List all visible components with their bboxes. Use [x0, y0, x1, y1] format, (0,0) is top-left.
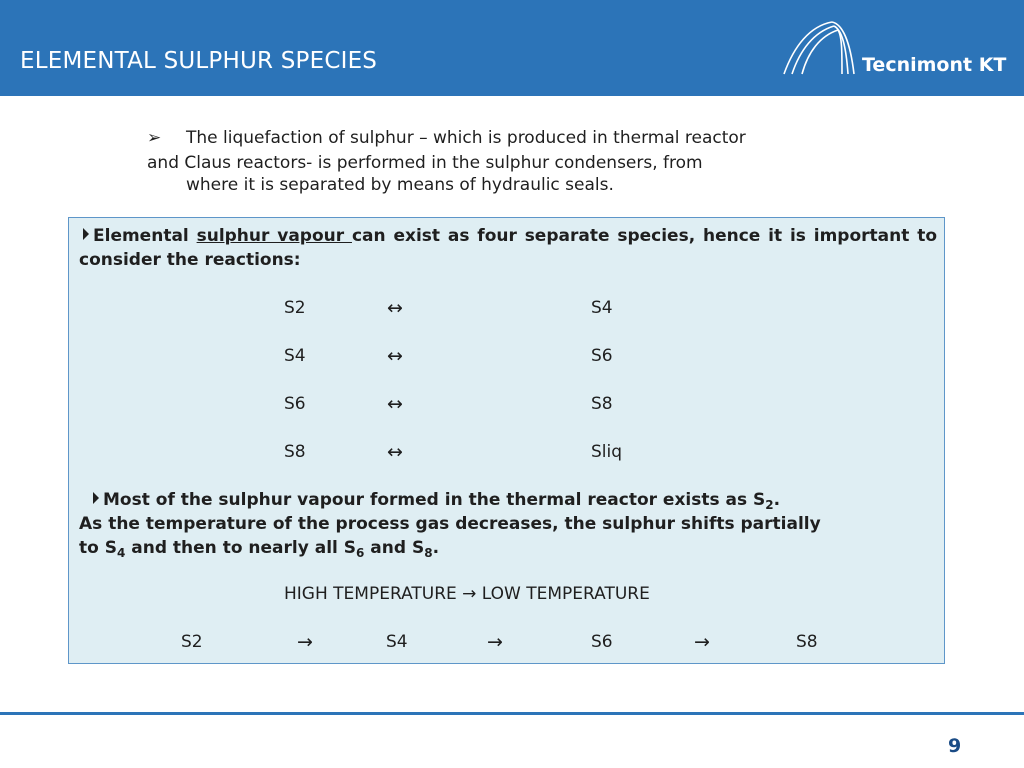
reaction-arrow: ↔ — [387, 441, 403, 463]
temperature-text-1: Most of the sulphur vapour formed in the thermal reactor exists as S — [103, 490, 766, 510]
sequence-species: S6 — [591, 632, 613, 652]
sequence-species: S8 — [796, 632, 818, 652]
company-logo — [780, 16, 1010, 80]
page-number: 9 — [948, 735, 962, 757]
reaction-right: S6 — [591, 346, 613, 366]
logo-text: Tecnimont KT — [862, 54, 1007, 76]
temperature-direction: HIGH TEMPERATURE → LOW TEMPERATURE — [284, 584, 650, 604]
page-title: ELEMENTAL SULPHUR SPECIES — [20, 48, 378, 74]
text-fragment: to S — [79, 538, 117, 558]
reaction-left: S2 — [284, 298, 306, 318]
intro-line-2: and Claus reactors- is performed in the sulphur condensers, from — [147, 153, 703, 173]
reaction-arrow: ↔ — [387, 393, 403, 415]
header-bar — [0, 0, 1024, 96]
reaction-right: S4 — [591, 298, 613, 318]
subscript: 6 — [356, 546, 365, 560]
temperature-line-2: As the temperature of the process gas decreases, the sulphur shifts partially — [79, 514, 821, 534]
temperature-line-1 — [79, 488, 939, 512]
reaction-left: S4 — [284, 346, 306, 366]
content-box — [68, 217, 945, 664]
reaction-left: S6 — [284, 394, 306, 414]
intro-line-3: where it is separated by means of hydraulic seals. — [186, 175, 614, 195]
sulphur-vapour-term: sulphur vapour — [196, 226, 352, 246]
intro-text-1: The liquefaction of sulphur – which is produced in thermal reactor — [186, 128, 746, 148]
logo-arcs-icon — [780, 16, 860, 80]
subscript: 4 — [116, 546, 126, 560]
reaction-right: S8 — [591, 394, 613, 414]
period: . — [432, 538, 440, 558]
reaction-arrow: ↔ — [387, 297, 403, 319]
subscript: 8 — [424, 546, 433, 560]
text-fragment: and then to nearly all S — [125, 538, 357, 558]
text-fragment: and S — [364, 538, 425, 558]
period: . — [773, 490, 781, 510]
reaction-arrow: ↔ — [387, 345, 403, 367]
sequence-species: S4 — [386, 632, 408, 652]
temperature-paragraph — [79, 488, 939, 560]
species-paragraph — [79, 224, 937, 272]
sequence-arrow: → — [694, 631, 710, 653]
triangle-bullet-icon — [83, 228, 89, 240]
species-text-start: Elemental — [93, 226, 197, 246]
intro-line-1 — [147, 126, 867, 151]
reaction-right: Sliq — [591, 442, 623, 462]
triangle-bullet-icon — [93, 492, 99, 504]
species-text-end: can exist as four separate species, hence it is important to consider the reactions: — [79, 226, 937, 270]
arrow-bullet-icon: ➢ — [147, 128, 162, 148]
intro-paragraph — [147, 126, 867, 198]
temperature-line-3 — [79, 536, 939, 560]
sequence-arrow: → — [297, 631, 313, 653]
sequence-species: S2 — [181, 632, 203, 652]
reaction-left: S8 — [284, 442, 306, 462]
footer-divider — [0, 712, 1024, 715]
sequence-arrow: → — [487, 631, 503, 653]
subscript: 2 — [765, 498, 774, 512]
